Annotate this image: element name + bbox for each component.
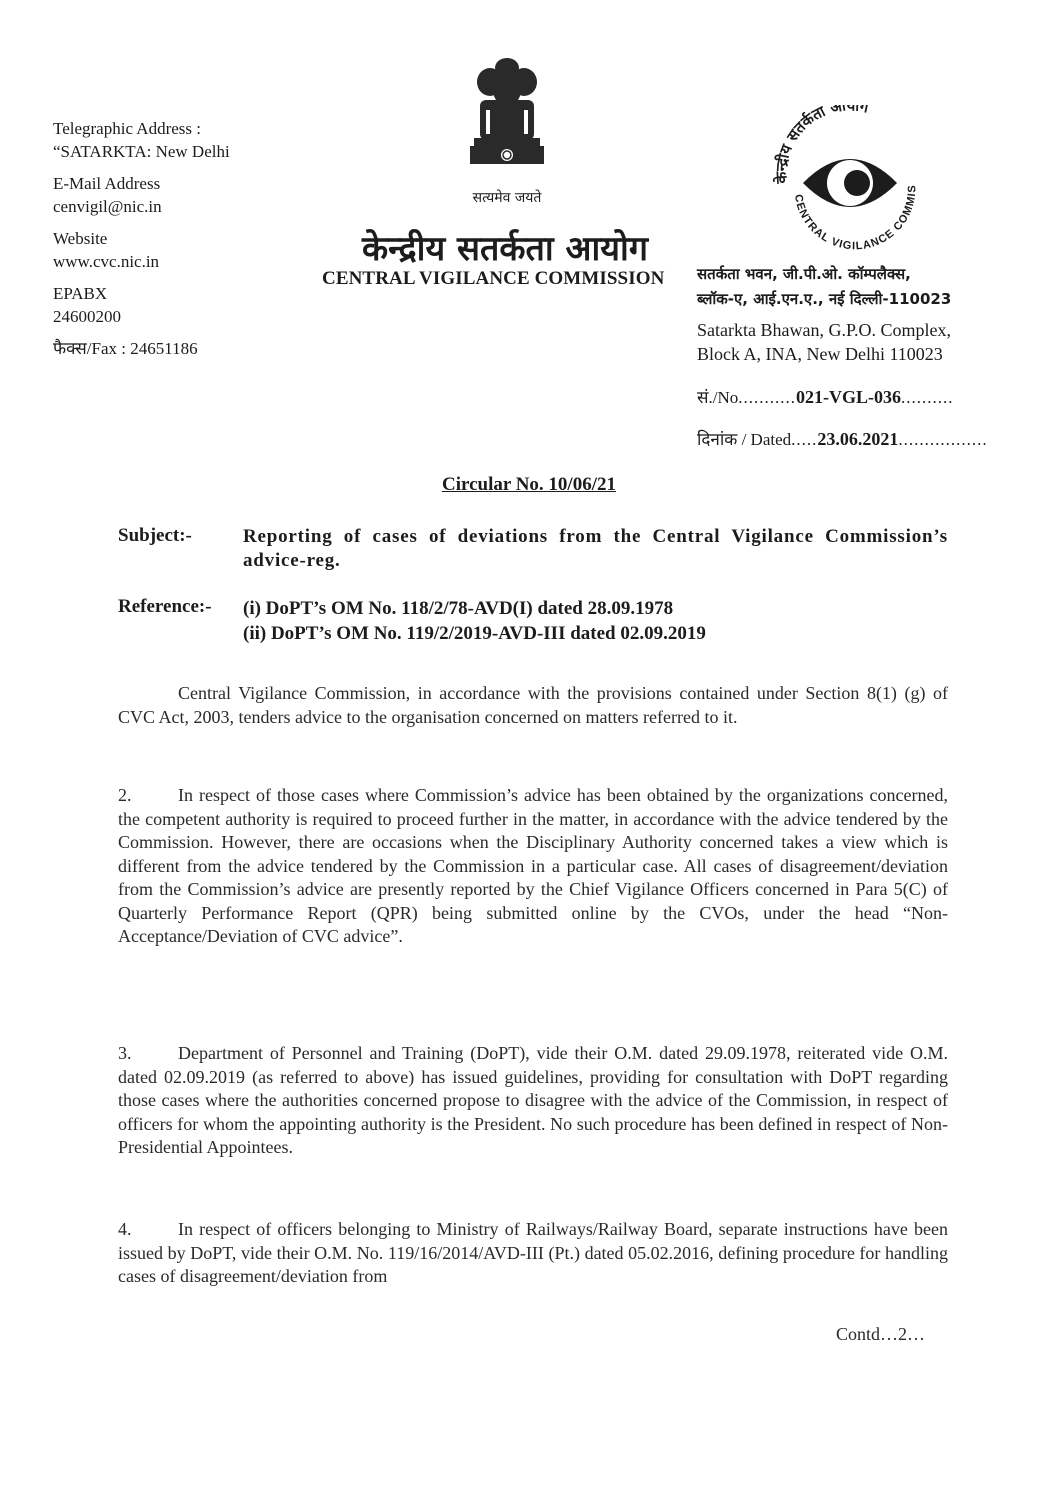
reference-number-value: 021-VGL-036 — [796, 387, 901, 407]
paragraph-number: 3. — [118, 1043, 132, 1063]
reference-number-label: सं./No — [697, 388, 739, 407]
subject-text: Reporting of cases of deviations from the Central Vigilance Commission’s advice-reg. — [243, 526, 948, 571]
contact-value: cenvigil@nic.in — [53, 197, 162, 216]
document-date-label: दिनांक / Dated — [697, 430, 792, 449]
reference-number: सं./No...........021-VGL-036.......... — [697, 387, 954, 407]
paragraph-number: 2. — [118, 785, 132, 805]
address-hindi — [697, 262, 951, 312]
paragraph-3 — [118, 1042, 948, 1160]
circular-title: Circular No. 10/06/21 — [442, 474, 616, 495]
document-date: दिनांक / Dated.....23.06.2021................. — [697, 429, 988, 449]
contact-label: Website — [53, 229, 108, 248]
org-name-hindi: केन्द्रीय सतर्कता आयोग — [362, 229, 648, 269]
contact-label: E-Mail Address — [53, 174, 161, 193]
address-english-line2: Block A, INA, New Delhi 110023 — [697, 344, 943, 364]
cvc-eye-seal-icon — [765, 105, 935, 255]
reference-label: Reference:- — [118, 596, 212, 617]
paragraph-4 — [118, 1218, 948, 1289]
reference-list — [243, 596, 706, 646]
address-hindi-line2: ब्लॉक-ए, आई.एन.ए., नई दिल्ली-110023 — [697, 290, 952, 308]
contact-label: EPABX — [53, 284, 108, 303]
contact-value: फैक्स/Fax : 24651186 — [53, 339, 198, 358]
seal-text-english: CENTRAL VIGILANCE COMMIS — [791, 184, 919, 253]
emblem-motto: सत्यमेव जयते — [472, 190, 542, 206]
paragraph-2 — [118, 784, 948, 949]
paragraph-1: Central Vigilance Commission, in accordance with the provisions contained under Section 8(1) (g) of CVC Act, 2003, tenders advice to the organisation concerned on matters referred to it. — [118, 683, 948, 727]
contact-block — [53, 117, 230, 369]
cvc-seal — [765, 105, 935, 255]
contact-value: 24600200 — [53, 307, 121, 326]
contact-epabx — [53, 282, 230, 328]
contact-label: Telegraphic Address : — [53, 119, 201, 138]
lion-capital-icon — [452, 50, 562, 188]
continued-marker: Contd…2… — [836, 1324, 926, 1344]
reference-item: (ii) DoPT’s OM No. 119/2/2019-AVD-III dated 02.09.2019 — [243, 623, 706, 644]
contact-website — [53, 227, 230, 273]
contact-email — [53, 172, 230, 218]
document-date-value: 23.06.2021 — [817, 429, 899, 449]
reference-item: (i) DoPT’s OM No. 118/2/78-AVD(I) dated 28.09.1978 — [243, 598, 674, 619]
contact-value: “SATARKTA: New Delhi — [53, 142, 230, 161]
paragraph-text: Department of Personnel and Training (DoPT), vide their O.M. dated 29.09.1978, reiterated vide O.M. dated 02.09.2019 (as referred to above) has issued guidelines, providing for consultation with DoPT regarding those cases where the authorities concerned propose to disagree with the advice of the Commission, in respect of officers for whom the appointing authority is the President. No such procedure has been defined in respect of Non-Presidential Appointees. — [118, 1043, 948, 1157]
address-english-line1: Satarkta Bhawan, G.P.O. Complex, — [697, 320, 951, 340]
paragraph-text: In respect of those cases where Commission’s advice has been obtained by the organizations concerned, the competent authority is required to proceed further in the matter, in accordance with the advice tendered by the Commission. However, there are occasions when the Disciplinary Authority concerned takes a view which is different from the advice tendered by the Commission in a particular case. All cases of disagreement/deviation from the Commission’s advice are presently reported by the Chief Vigilance Officers concerned in Para 5(C) of Quarterly Performance Report (QPR) being submitted online by the CVOs, under the head “Non-Acceptance/Deviation of CVC advice”. — [118, 785, 948, 946]
contact-telegraphic — [53, 117, 230, 163]
address-hindi-line1: सतर्कता भवन, जी.पी.ओ. कॉम्पलैक्स, — [697, 265, 911, 283]
national-emblem — [452, 50, 562, 210]
paragraph-number: 4. — [118, 1219, 132, 1239]
paragraph-text: In respect of officers belonging to Ministry of Railways/Railway Board, separate instructions have been issued by DoPT, vide their O.M. No. 119/16/2014/AVD-III (Pt.) dated 05.02.2016, defining procedure for handling cases of disagreement/deviation from — [118, 1219, 948, 1286]
subject-label: Subject:- — [118, 525, 192, 546]
seal-text-hindi: केन्द्रीय सतर्कता आयोग — [772, 105, 871, 184]
contact-value: www.cvc.nic.in — [53, 252, 160, 271]
contact-fax — [53, 337, 230, 360]
address-english — [697, 318, 951, 366]
org-name-english: CENTRAL VIGILANCE COMMISSION — [322, 268, 665, 289]
